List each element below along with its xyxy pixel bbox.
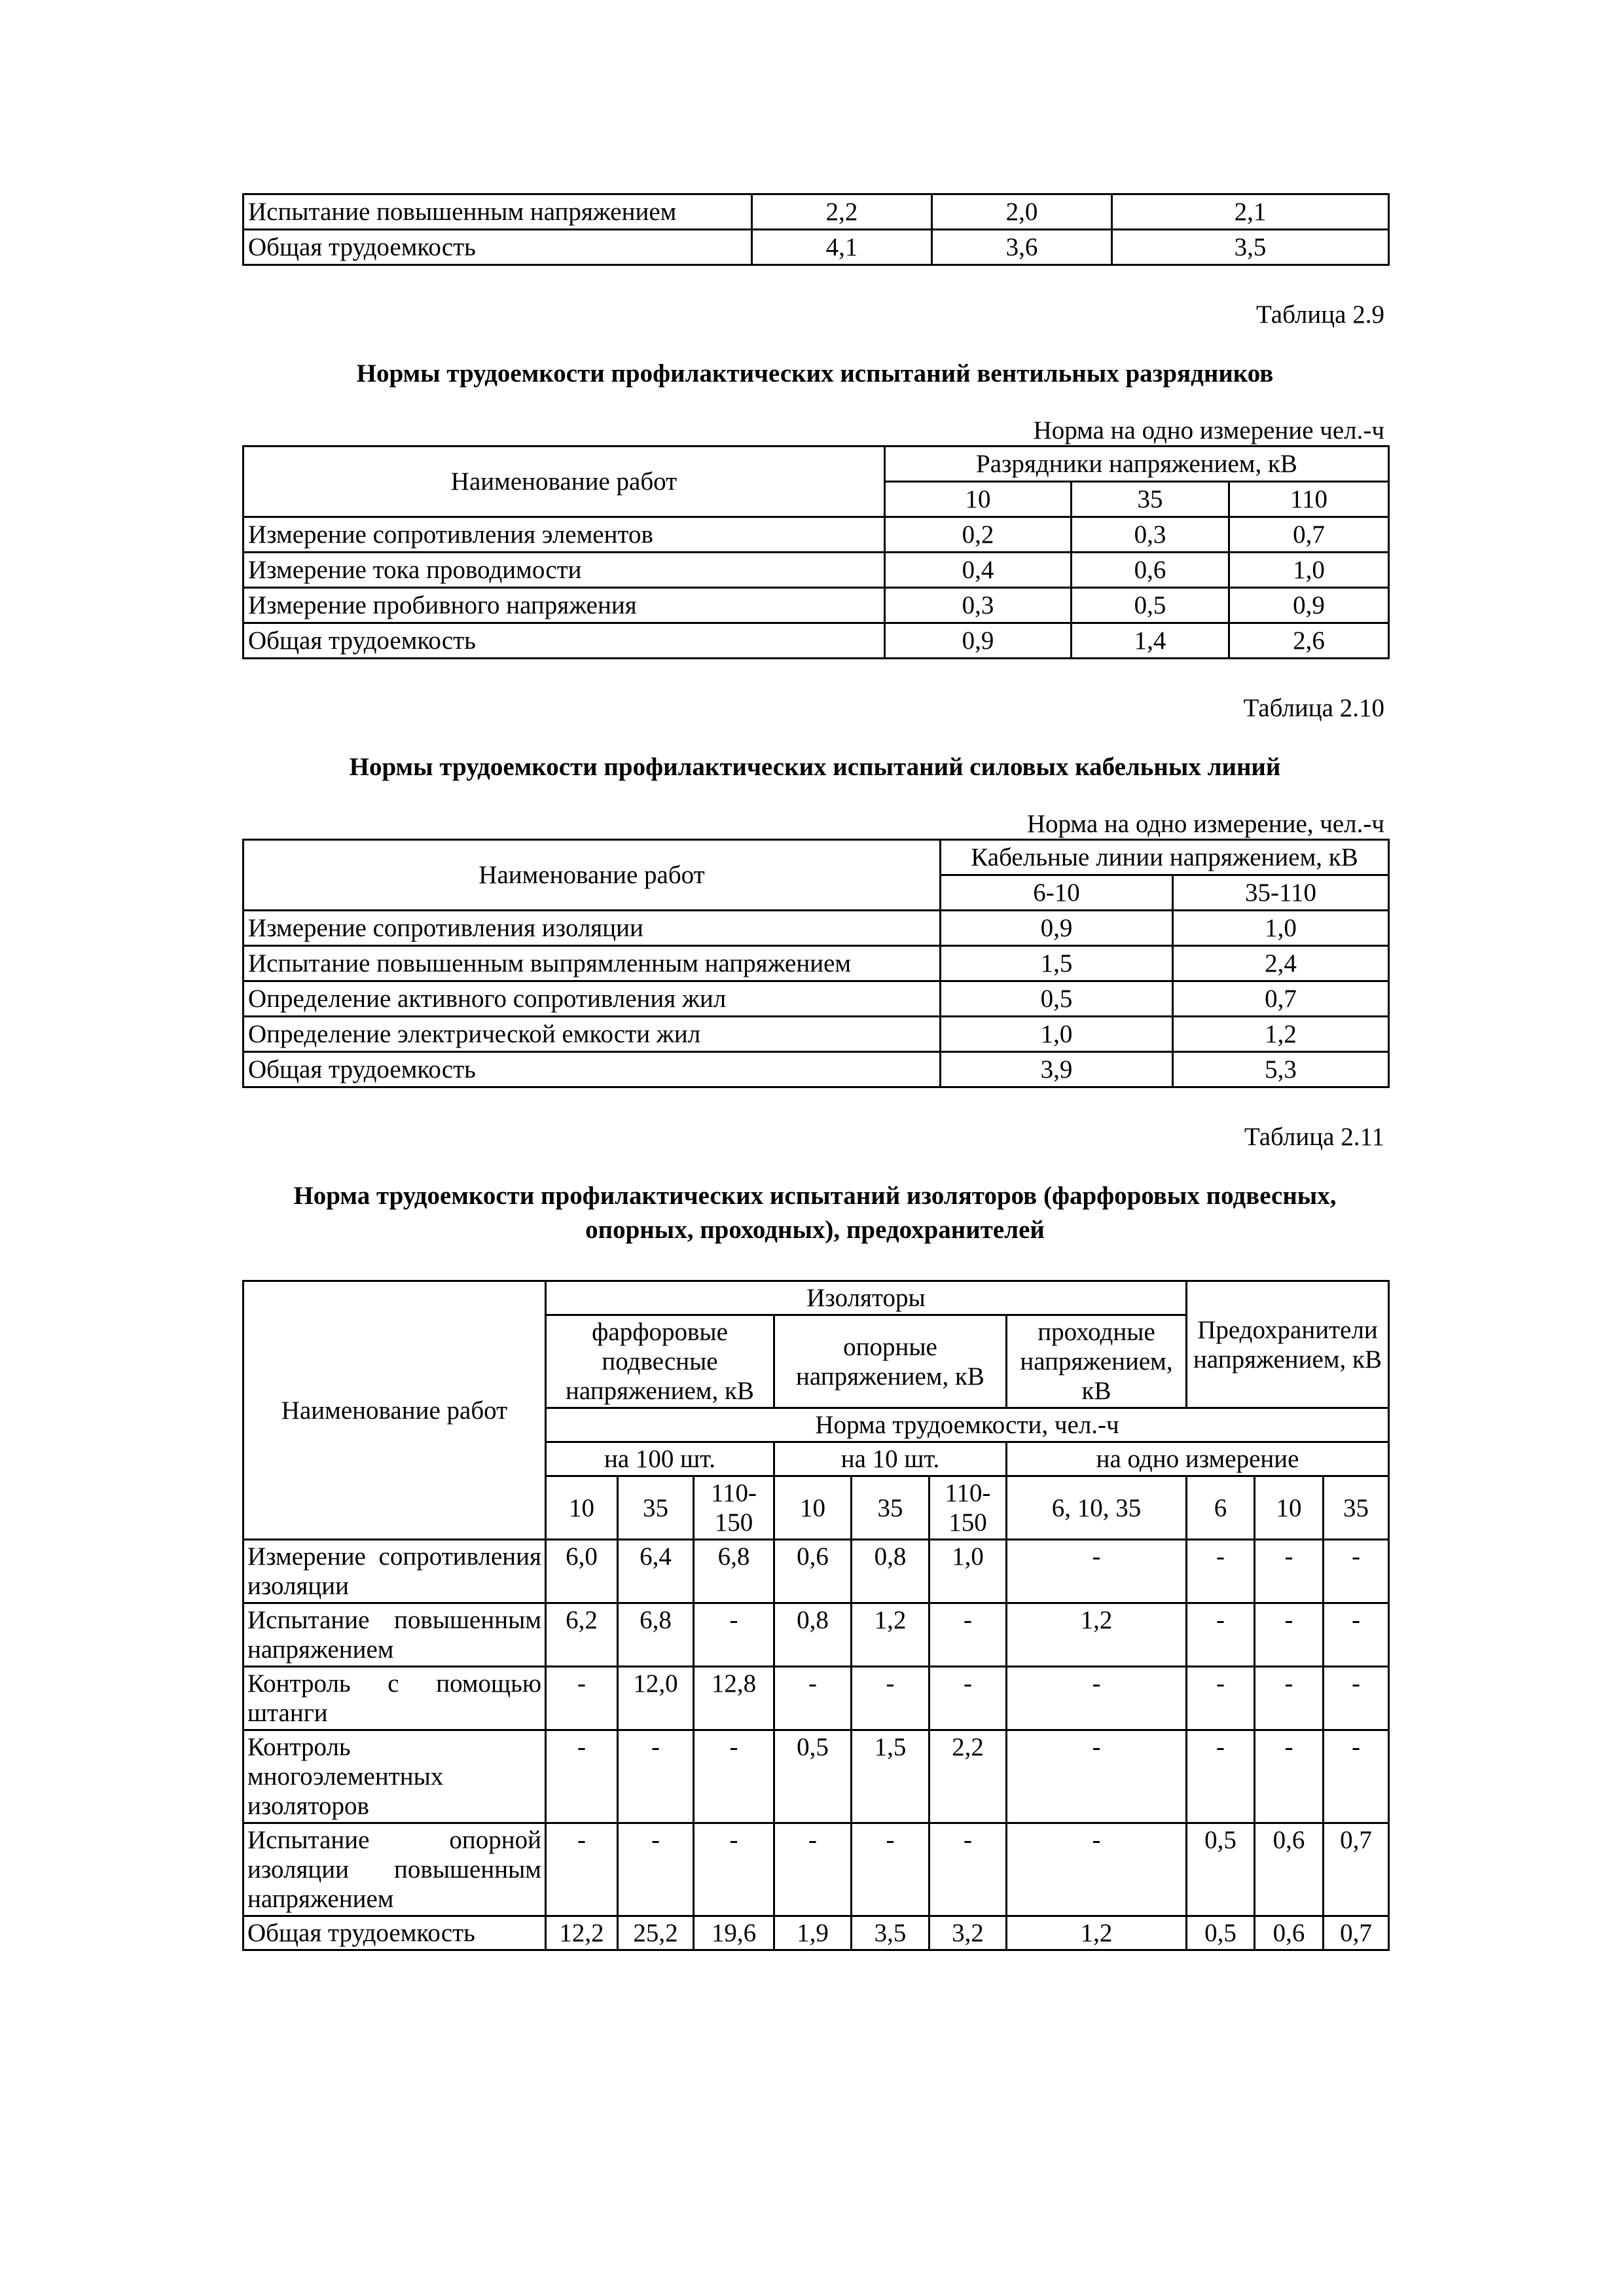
value-cell: 0,7 (1229, 517, 1389, 553)
header-voltage: 10 (774, 1476, 852, 1540)
table-row (244, 1916, 1389, 1950)
value-cell: 3,2 (929, 1916, 1007, 1950)
header-per-10: на 10 шт. (774, 1442, 1007, 1476)
header-voltage: 10 (885, 482, 1072, 517)
value-cell: 1,5 (941, 946, 1173, 981)
table-2-9-body (244, 517, 1389, 659)
value-cell: 3,5 (852, 1916, 929, 1950)
value-cell: - (618, 1823, 694, 1916)
header-fuses: Предохранители напряжением, кВ (1187, 1281, 1389, 1408)
header-voltage: 35 (1324, 1476, 1389, 1540)
value-cell: 3,5 (1112, 230, 1389, 265)
value-cell: - (694, 1603, 774, 1667)
value-cell: 1,2 (1007, 1603, 1187, 1667)
value-cell: 2,1 (1112, 194, 1389, 230)
value-cell: 0,9 (885, 623, 1072, 659)
table-2-11 (242, 1280, 1390, 1951)
table-title (242, 1179, 1388, 1247)
value-cell: - (1187, 1667, 1255, 1730)
header-per-100: на 100 шт. (546, 1442, 774, 1476)
value-cell: 0,5 (941, 981, 1173, 1017)
value-cell: 0,3 (1072, 517, 1229, 553)
value-cell: 6,4 (618, 1540, 694, 1603)
value-cell: - (774, 1823, 852, 1916)
table-2-11-body (244, 1540, 1389, 1950)
unit-note: Норма на одно измерение чел.-ч (1033, 416, 1384, 445)
value-cell: 6,2 (546, 1603, 618, 1667)
table-row (244, 230, 1389, 265)
row-label-cell: Измерение тока проводимости (244, 553, 885, 588)
value-cell: 2,2 (929, 1730, 1007, 1823)
table-row (244, 1052, 1389, 1087)
value-cell: - (1255, 1540, 1324, 1603)
value-cell: - (694, 1730, 774, 1823)
value-cell: 0,7 (1324, 1916, 1389, 1950)
table-2-10-body (244, 911, 1389, 1087)
unit-note: Норма на одно измерение, чел.-ч (1026, 810, 1384, 838)
value-cell: 0,6 (1255, 1823, 1324, 1916)
value-cell: 6,0 (546, 1540, 618, 1603)
header-voltage-group: Разрядники напряжением, кВ (885, 446, 1389, 482)
table-row (244, 981, 1389, 1017)
value-cell: - (546, 1667, 618, 1730)
table-number: Таблица 2.9 (1255, 301, 1384, 329)
value-cell: 1,0 (929, 1540, 1007, 1603)
table-row (244, 1667, 1389, 1730)
value-cell: - (929, 1823, 1007, 1916)
value-cell: 1,4 (1072, 623, 1229, 659)
value-cell: - (618, 1730, 694, 1823)
header-voltage: 110 (1229, 482, 1389, 517)
value-cell: - (1187, 1730, 1255, 1823)
value-cell: 12,2 (546, 1916, 618, 1950)
row-label-cell: Измерение сопротивления элементов (244, 517, 885, 553)
value-cell: - (1007, 1540, 1187, 1603)
table-row (244, 588, 1389, 623)
header-insulators: Изоляторы (546, 1281, 1187, 1315)
value-cell: 0,6 (774, 1540, 852, 1603)
header-work-name: Наименование работ (244, 1281, 546, 1540)
row-label-cell: Общая трудоемкость (244, 230, 752, 265)
value-cell: - (1007, 1667, 1187, 1730)
header-voltage: 110-150 (929, 1476, 1007, 1540)
row-label-cell: Испытание повышенным напряжением (244, 194, 752, 230)
value-cell: 0,3 (885, 588, 1072, 623)
value-cell: 5,3 (1173, 1052, 1389, 1087)
value-cell: - (1007, 1823, 1187, 1916)
value-cell: 6,8 (618, 1603, 694, 1667)
value-cell: - (1187, 1540, 1255, 1603)
header-porcelain-suspension: фарфоровые подвесные напряжением, кВ (546, 1315, 774, 1408)
value-cell: - (1187, 1603, 1255, 1667)
header-voltage: 10 (1255, 1476, 1324, 1540)
header-voltage: 35 (618, 1476, 694, 1540)
table-2-9 (242, 445, 1390, 659)
value-cell: 1,0 (941, 1017, 1173, 1052)
value-cell: 0,5 (1187, 1916, 1255, 1950)
value-cell: 1,9 (774, 1916, 852, 1950)
value-cell: - (546, 1823, 618, 1916)
table-title-line: опорных, проходных), предохранителей (585, 1216, 1045, 1244)
row-label-cell: Контроль многоэлементных изоляторов (244, 1730, 546, 1823)
value-cell: - (1255, 1667, 1324, 1730)
header-voltage: 6-10 (941, 875, 1173, 911)
table-row (244, 911, 1389, 946)
table-2-10 (242, 839, 1390, 1088)
value-cell: 19,6 (694, 1916, 774, 1950)
value-cell: 0,6 (1072, 553, 1229, 588)
table-continuation-body (244, 194, 1389, 265)
header-voltage: 110-150 (694, 1476, 774, 1540)
table-row (244, 1540, 1389, 1603)
row-label-cell: Общая трудоемкость (244, 1916, 546, 1950)
value-cell: - (929, 1667, 1007, 1730)
header-work-name: Наименование работ (244, 446, 885, 517)
value-cell: 0,8 (852, 1540, 929, 1603)
value-cell: 1,2 (1007, 1916, 1187, 1950)
value-cell: - (1324, 1730, 1389, 1823)
value-cell: 1,2 (852, 1603, 929, 1667)
header-voltage: 6 (1187, 1476, 1255, 1540)
value-cell: - (1007, 1730, 1187, 1823)
value-cell: 0,4 (885, 553, 1072, 588)
value-cell: 0,8 (774, 1603, 852, 1667)
table-row (244, 946, 1389, 981)
header-support: опорные напряжением, кВ (774, 1315, 1007, 1408)
value-cell: 25,2 (618, 1916, 694, 1950)
value-cell: - (1255, 1730, 1324, 1823)
row-label-cell: Испытание опорной изоляции повышенным напряжением (244, 1823, 546, 1916)
value-cell: - (1324, 1603, 1389, 1667)
row-label-cell: Измерение пробивного напряжения (244, 588, 885, 623)
value-cell: - (1255, 1603, 1324, 1667)
value-cell: 0,9 (941, 911, 1173, 946)
value-cell: 2,0 (932, 194, 1112, 230)
value-cell: 0,7 (1173, 981, 1389, 1017)
header-voltage: 35-110 (1173, 875, 1389, 911)
header-voltage: 35 (852, 1476, 929, 1540)
header-bushing: проходные напряжением, кВ (1007, 1315, 1187, 1408)
value-cell: 6,8 (694, 1540, 774, 1603)
table-number: Таблица 2.11 (1244, 1123, 1384, 1151)
row-label-cell: Испытание повышенным напряжением (244, 1603, 546, 1667)
value-cell: - (852, 1667, 929, 1730)
value-cell: - (929, 1603, 1007, 1667)
header-labor-norm: Норма трудоемкости, чел.-ч (546, 1408, 1389, 1442)
table-row (244, 553, 1389, 588)
value-cell: - (694, 1823, 774, 1916)
value-cell: 3,9 (941, 1052, 1173, 1087)
table-row (244, 1603, 1389, 1667)
value-cell: 12,0 (618, 1667, 694, 1730)
header-voltage: 6, 10, 35 (1007, 1476, 1187, 1540)
value-cell: 0,5 (1072, 588, 1229, 623)
table-continuation (242, 193, 1390, 266)
row-label-cell: Измерение сопротивления изоляции (244, 911, 941, 946)
value-cell: 2,6 (1229, 623, 1389, 659)
table-row (244, 1823, 1389, 1916)
table-title: Нормы трудоемкости профилактических испытаний силовых кабельных линий (349, 753, 1281, 781)
row-label-cell: Общая трудоемкость (244, 623, 885, 659)
row-label-cell: Общая трудоемкость (244, 1052, 941, 1087)
table-row (244, 1017, 1389, 1052)
value-cell: 1,0 (1173, 911, 1389, 946)
row-label-cell: Испытание повышенным выпрямленным напряжением (244, 946, 941, 981)
value-cell: - (1324, 1667, 1389, 1730)
value-cell: 0,5 (774, 1730, 852, 1823)
value-cell: 4,1 (752, 230, 932, 265)
value-cell: - (852, 1823, 929, 1916)
header-work-name: Наименование работ (244, 840, 941, 911)
value-cell: - (546, 1730, 618, 1823)
value-cell: 0,5 (1187, 1823, 1255, 1916)
table-title: Нормы трудоемкости профилактических испытаний вентильных разрядников (356, 359, 1274, 388)
table-row (244, 517, 1389, 553)
row-label-cell: Измерение сопротивления изоляции (244, 1540, 546, 1603)
header-voltage-group: Кабельные линии напряжением, кВ (941, 840, 1389, 875)
row-label-cell: Контроль с помощью штанги (244, 1667, 546, 1730)
table-row (244, 623, 1389, 659)
header-per-measurement: на одно измерение (1007, 1442, 1389, 1476)
value-cell: 2,4 (1173, 946, 1389, 981)
value-cell: 3,6 (932, 230, 1112, 265)
value-cell: 0,2 (885, 517, 1072, 553)
value-cell: 1,2 (1173, 1017, 1389, 1052)
row-label-cell: Определение активного сопротивления жил (244, 981, 941, 1017)
value-cell: 1,0 (1229, 553, 1389, 588)
header-voltage: 10 (546, 1476, 618, 1540)
value-cell: - (774, 1667, 852, 1730)
table-row (244, 1730, 1389, 1823)
value-cell: 2,2 (752, 194, 932, 230)
value-cell: 0,6 (1255, 1916, 1324, 1950)
header-voltage: 35 (1072, 482, 1229, 517)
document-page (242, 193, 1388, 1951)
row-label-cell: Определение электрической емкости жил (244, 1017, 941, 1052)
table-row (244, 194, 1389, 230)
value-cell: 0,7 (1324, 1823, 1389, 1916)
value-cell: 1,5 (852, 1730, 929, 1823)
table-number: Таблица 2.10 (1243, 694, 1384, 722)
value-cell: 0,9 (1229, 588, 1389, 623)
value-cell: 12,8 (694, 1667, 774, 1730)
value-cell: - (1324, 1540, 1389, 1603)
table-title-line: Норма трудоемкости профилактических испытаний изоляторов (фарфоровых подвесных, (293, 1182, 1337, 1210)
